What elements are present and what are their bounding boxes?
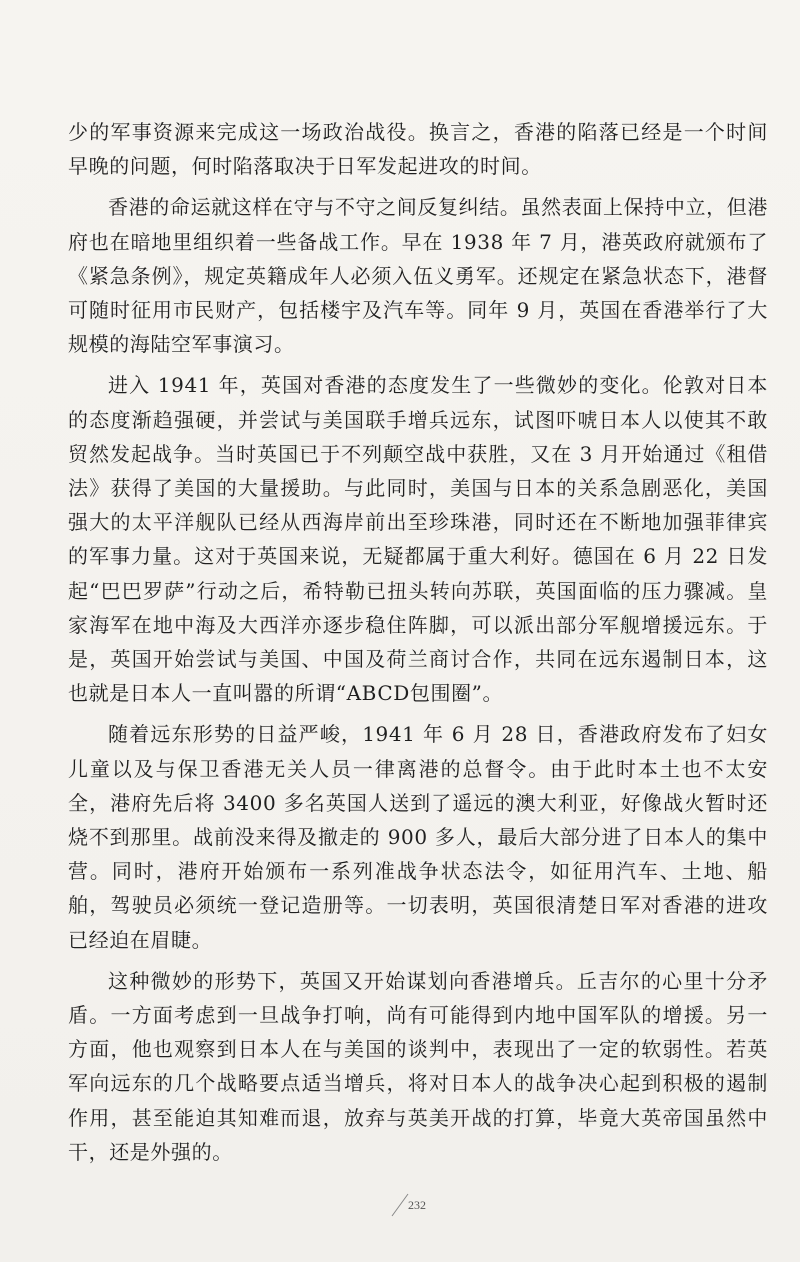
paragraph-1: 少的军事资源来完成这一场政治战役。换言之，香港的陷落已经是一个时间早晚的问题，何时陷落取决于日军发起进攻的时间。	[68, 120, 768, 179]
body-text	[68, 115, 768, 1176]
paragraph-5: 这种微妙的形势下，英国又开始谋划向香港增兵。丘吉尔的心里十分矛盾。一方面考虑到一旦战争打响，尚有可能得到内地中国军队的增援。另一方面，他也观察到日本人在与美国的谈判中，表现出了一定的软弱性。若英军向远东的几个战略要点适当增兵，将对日本人的战争决心起到积极的遏制作用，甚至能迫其知难而退，放弃与英美开战的打算，毕竟大英帝国虽然中干，还是外强的。	[68, 968, 768, 1164]
page-footer	[390, 1190, 450, 1220]
paragraph-4: 随着远东形势的日益严峻，1941 年 6 月 28 日，香港政府发布了妇女儿童以及与保卫香港无关人员一律离港的总督令。由于此时本土也不太安全，港府先后将 3400 多名英国人送到了遥远的澳大利亚，好像战火暂时还烧不到那里。战前没来得及撤走的 900 多人，最后大部分进了日本人的集中营。同时，港府开始颁布一系列准战争状态法令，如征用汽车、土地、船舶，驾驶员必须统一登记造册等。一切表明，英国很清楚日军对香港的进攻已经迫在眉睫。	[68, 722, 768, 952]
page-number: 232	[408, 1198, 426, 1212]
paragraph-3: 进入 1941 年，英国对香港的态度发生了一些微妙的变化。伦敦对日本的态度渐趋强硬，并尝试与美国联手增兵远东，试图吓唬日本人以使其不敢贸然发起战争。当时英国已于不列颠空战中获胜，又在 3 月开始通过《租借法》获得了美国的大量援助。与此同时，美国与日本的关系急剧恶化，美国强大的太平洋舰队已经从西海岸前出至珍珠港，同时还在不断地加强菲律宾的军事力量。这对于英国来说，无疑都属于重大利好。德国在 6 月 22 日发起“巴巴罗萨”行动之后，希特勒已扭头转向苏联，英国面临的压力骤减。皇家海军在地中海及大西洋亦逐步稳住阵脚，可以派出部分军舰增援远东。于是，英国开始尝试与美国、中国及荷兰商讨合作，共同在远东遏制日本，这也就是日本人一直叫嚣的所谓“ABCD包围圈”。	[68, 373, 768, 706]
paragraph-2: 香港的命运就这样在守与不守之间反复纠结。虽然表面上保持中立，但港府也在暗地里组织着一些备战工作。早在 1938 年 7 月，港英政府就颁布了《紧急条例》，规定英籍成年人必须入伍义勇军。还规定在紧急状态下，港督可随时征用市民财产，包括楼宇及汽车等。同年 9 月，英国在香港举行了大规模的海陆空军事演习。	[68, 195, 768, 357]
